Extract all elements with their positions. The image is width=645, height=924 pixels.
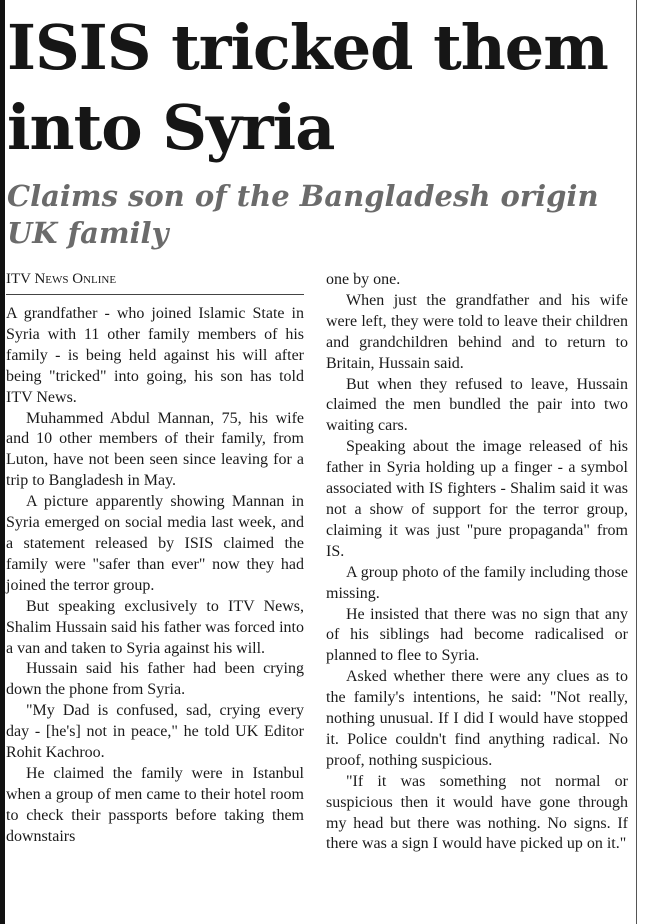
headline: ISIS tricked them into Syria [7,11,608,164]
page-left-edge [0,0,5,924]
byline: ITV News Online [6,270,304,295]
paragraph-continuation: one by one. [326,271,401,288]
paragraph: When just the grandfather and his wife were left, they were told to leave their children and grandchildren behind and to return to Britain, Hussain said. [326,291,628,372]
paragraph: A picture apparently showing Mannan in Syria emerged on social media last week, and a statement released by ISIS claimed the family were "safer than ever" now they had joined the terror group. [6,493,304,594]
article-column-right [326,270,628,855]
paragraph: He insisted that there was no sign that any of his siblings had become radicalised or planned to flee to Syria. [326,605,628,665]
photo-caption: A group photo of the family including those missing. [326,563,628,602]
paragraph: Hussain said his father had been crying down the phone from Syria. [6,660,304,699]
paragraph: Muhammed Abdul Mannan, 75, his wife and 10 other members of their family, from Luton, have not been seen since leaving for a trip to Bangladesh in May. [6,409,304,490]
paragraph: But speaking exclusively to ITV News, Shalim Hussain said his father was forced into a van and taken to Syria against his will. [6,597,304,657]
paragraph: He claimed the family were in Istanbul when a group of men came to their hotel room to check their passports before taking them downstairs [6,764,304,845]
paragraph: "My Dad is confused, sad, crying every day - [he's] not in peace," he told UK Editor Rohit Kachroo. [6,702,304,762]
column-divider-right [636,0,637,924]
paragraph: Speaking about the image released of his father in Syria holding up a finger - a symbol associated with IS fighters - Shalim said it was not a show of support for the terror group, claiming it was just "pure propaganda" from IS. [326,438,628,560]
paragraph: Asked whether there were any clues as to the family's intentions, he said: "Not really, nothing unusual. If I did I would have stopped it. Police couldn't find anything radical. No proof, nothing suspicious. [326,668,628,769]
paragraph: But when they refused to leave, Hussain claimed the men bundled the pair into two waiting cars. [326,375,628,435]
paragraph: A grandfather - who joined Islamic State in Syria with 11 other family members of his family - is being held against his will after being "tricked" into going, his son has told ITV News. [6,305,304,406]
paragraph: "If it was something not normal or suspicious then it would have gone through my head but there was nothing. No signs. If there was a sign I would have picked up on it." [326,772,628,853]
article-column-left [6,304,304,848]
subheadline: Claims son of the Bangladesh origin UK family [7,179,599,250]
